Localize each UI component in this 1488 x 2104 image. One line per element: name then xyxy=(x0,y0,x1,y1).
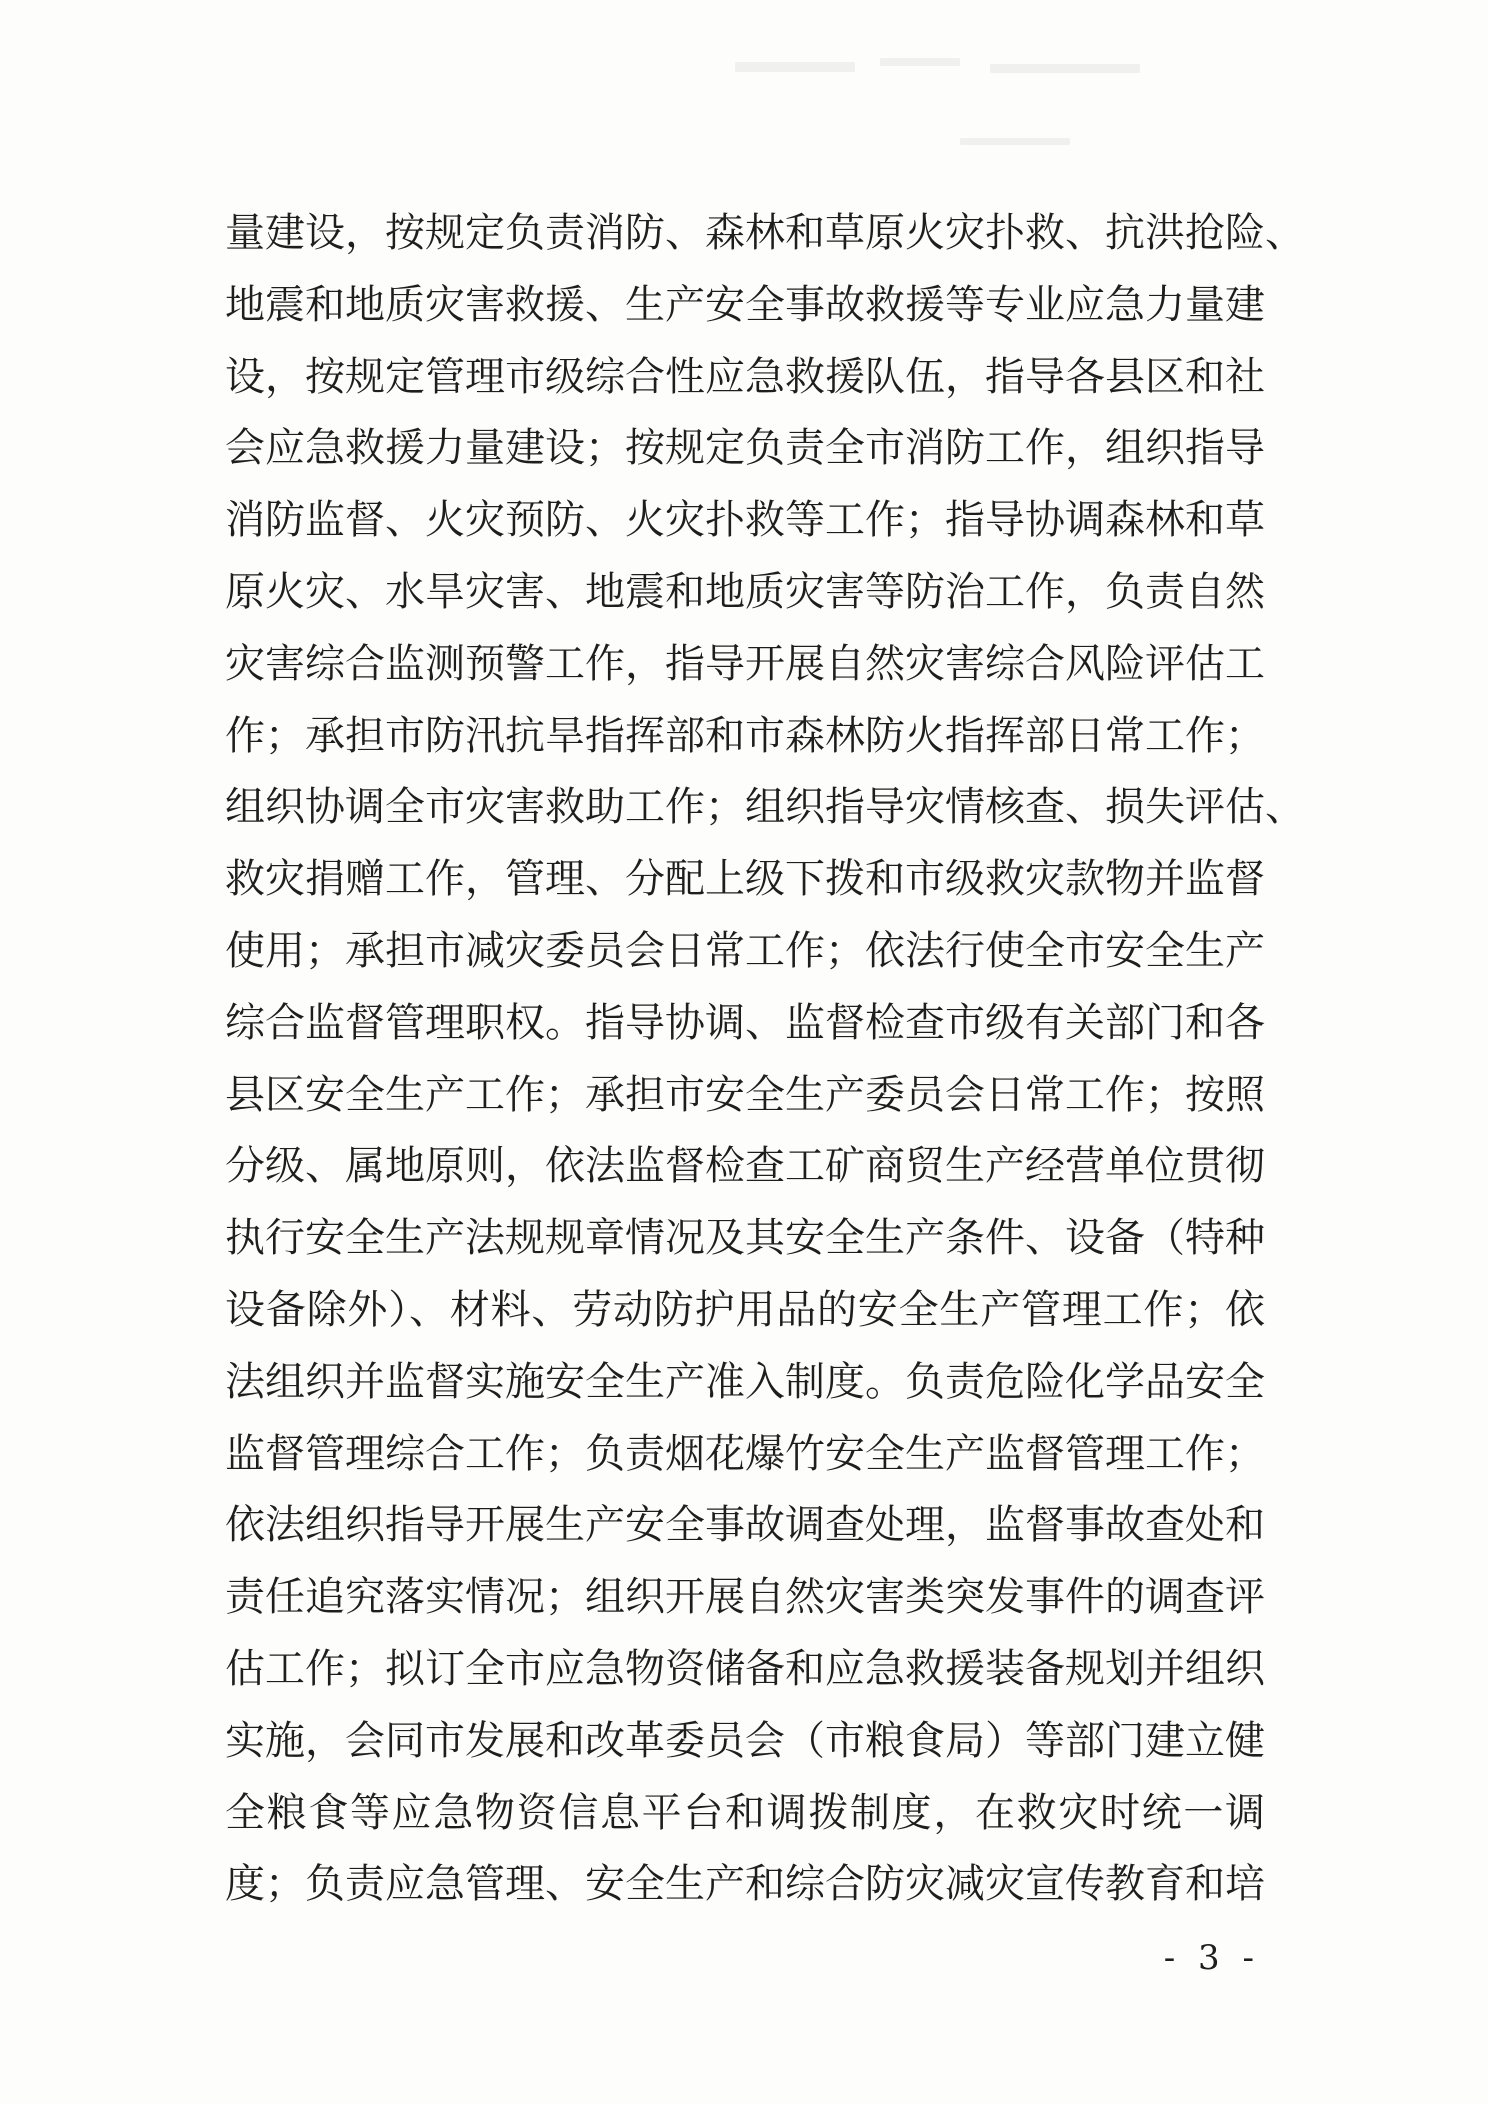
text-line: 灾害综合监测预警工作，指导开展自然灾害综合风险评估工 xyxy=(225,640,1265,687)
page-number: - 3 - xyxy=(1163,1938,1260,1978)
text-line: 分级、属地原则，依法监督检查工矿商贸生产经营单位贯彻 xyxy=(225,1143,1265,1190)
text-line: 全粮食等应急物资信息平台和调拨制度，在救灾时统一调 xyxy=(225,1789,1265,1836)
text-line: 原火灾、水旱灾害、地震和地质灾害等防治工作，负责自然 xyxy=(225,568,1265,615)
scan-artifact xyxy=(960,138,1070,145)
text-line: 县区安全生产工作；承担市安全生产委员会日常工作；按照 xyxy=(225,1071,1265,1118)
text-line: 设，按规定管理市级综合性应急救援队伍，指导各县区和社 xyxy=(225,353,1265,400)
text-line: 设备除外）、材料、劳动防护用品的安全生产管理工作；依 xyxy=(225,1286,1265,1333)
text-line: 会应急救援力量建设；按规定负责全市消防工作，组织指导 xyxy=(225,425,1265,472)
text-line: 执行安全生产法规规章情况及其安全生产条件、设备（特种 xyxy=(225,1215,1265,1262)
text-line: 组织协调全市灾害救助工作；组织指导灾情核查、损失评估、 xyxy=(225,784,1305,831)
text-line: 综合监督管理职权。指导协调、监督检查市级有关部门和各 xyxy=(225,999,1265,1046)
text-line: 监督管理综合工作；负责烟花爆竹安全生产监督管理工作； xyxy=(225,1430,1265,1477)
text-line: 作；承担市防汛抗旱指挥部和市森林防火指挥部日常工作； xyxy=(225,712,1265,759)
scan-artifact xyxy=(990,64,1140,73)
text-line: 依法组织指导开展生产安全事故调查处理，监督事故查处和 xyxy=(225,1502,1265,1549)
text-line: 责任追究落实情况；组织开展自然灾害类突发事件的调查评 xyxy=(225,1574,1265,1621)
text-line: 量建设，按规定负责消防、森林和草原火灾扑救、抗洪抢险、 xyxy=(225,210,1305,256)
text-line: 估工作；拟订全市应急物资储备和应急救援装备规划并组织 xyxy=(225,1645,1265,1692)
text-line: 度；负责应急管理、安全生产和综合防灾减灾宣传教育和培 xyxy=(225,1861,1265,1908)
text-line: 实施，会同市发展和改革委员会（市粮食局）等部门建立健 xyxy=(225,1717,1265,1764)
text-line: 使用；承担市减灾委员会日常工作；依法行使全市安全生产 xyxy=(225,927,1265,974)
text-line: 消防监督、火灾预防、火灾扑救等工作；指导协调森林和草 xyxy=(225,497,1265,544)
text-line: 地震和地质灾害救援、生产安全事故救援等专业应急力量建 xyxy=(225,281,1265,328)
text-line: 救灾捐赠工作，管理、分配上级下拨和市级救灾款物并监督 xyxy=(225,856,1265,903)
scan-artifact xyxy=(880,58,960,66)
body-text xyxy=(225,198,1305,1921)
text-line: 法组织并监督实施安全生产准入制度。负责危险化学品安全 xyxy=(225,1358,1265,1405)
scan-artifact xyxy=(735,62,855,72)
